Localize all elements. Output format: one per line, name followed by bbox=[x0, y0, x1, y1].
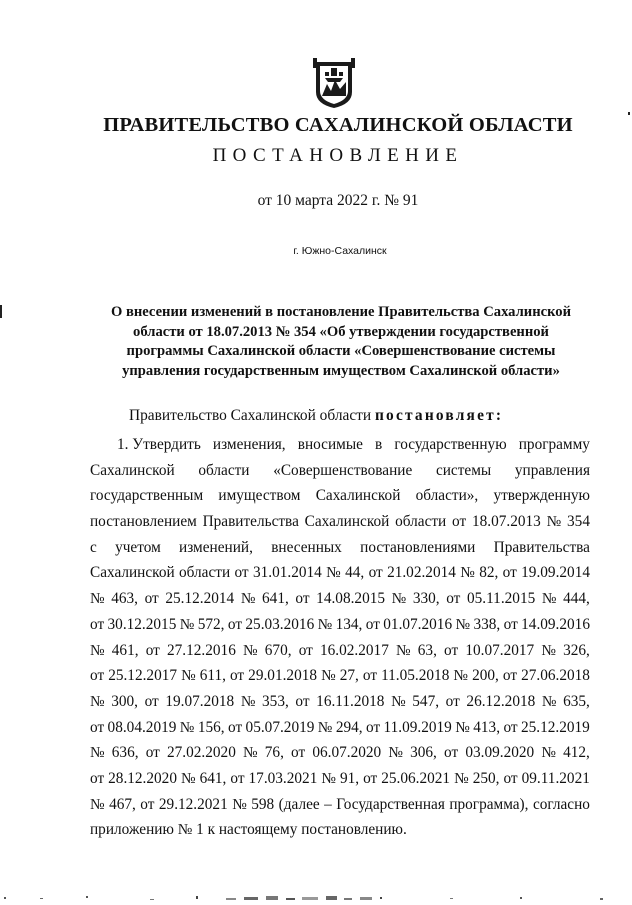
paragraph-word: программа), bbox=[449, 795, 529, 813]
paragraph-word: 156, bbox=[197, 718, 225, 736]
paragraph-word: 30.12.2015 bbox=[107, 615, 177, 633]
government-title: ПРАВИТЕЛЬСТВО САХАЛИНСКОЙ ОБЛАСТИ bbox=[103, 114, 573, 136]
subject-line: программы Сахалинской области «Совершенствование системы bbox=[126, 343, 556, 360]
paragraph-word: области», bbox=[415, 487, 479, 505]
paragraph-word: области bbox=[395, 513, 447, 531]
paragraph-word: № bbox=[243, 641, 258, 659]
paragraph-word: 21.02.2014 bbox=[387, 564, 456, 582]
paragraph-line bbox=[90, 689, 590, 715]
paragraph-word: области bbox=[179, 564, 231, 582]
paragraph-word: № bbox=[541, 590, 557, 608]
subject-line: О внесении изменений в постановление Правительства Сахалинской bbox=[110, 304, 572, 320]
paragraph-word: 250, bbox=[472, 769, 500, 787]
paragraph-word: от bbox=[145, 641, 160, 659]
paragraph-word: от bbox=[298, 641, 313, 659]
resolution-intro bbox=[129, 407, 503, 425]
paragraph-word: 25.12.2014 bbox=[165, 590, 235, 608]
paragraph-word: приложению № 1 к настоящему постановлению. bbox=[90, 821, 407, 839]
paragraph-word: 63, bbox=[417, 641, 437, 659]
paragraph-line bbox=[90, 509, 590, 535]
paragraph-word: 611, bbox=[199, 667, 226, 685]
paragraph-word: 547, bbox=[412, 692, 440, 710]
paragraph-word: № bbox=[454, 769, 469, 787]
paragraph-word: № bbox=[90, 641, 105, 659]
paragraph-word: от bbox=[295, 692, 310, 710]
paragraph-word: от bbox=[368, 564, 383, 582]
paragraph-word: 200, bbox=[472, 667, 499, 685]
paragraph-word: № bbox=[321, 667, 336, 685]
paragraph-word: от bbox=[90, 667, 105, 685]
paragraph-word: области bbox=[198, 461, 250, 479]
paragraph-line bbox=[90, 715, 590, 741]
paragraph-word: 25.06.2021 bbox=[381, 769, 451, 787]
paragraph-word: № bbox=[240, 590, 256, 608]
paragraph-word: утвержденную bbox=[493, 487, 590, 505]
paragraph-word: системы bbox=[435, 461, 492, 479]
paragraph-line bbox=[90, 792, 590, 818]
paragraph-word: 326, bbox=[563, 641, 590, 659]
paragraph-word: № bbox=[90, 744, 105, 762]
document-date-number: от 10 марта 2022 г. № 91 bbox=[257, 192, 419, 209]
paragraph-word: от bbox=[452, 513, 467, 531]
paragraph-word: (далее bbox=[278, 795, 320, 813]
paragraph-word: Сахалинской bbox=[90, 461, 175, 479]
paragraph-word: № bbox=[326, 564, 341, 582]
paragraph-word: № bbox=[179, 718, 195, 736]
paragraph-word: 26.12.2018 bbox=[466, 692, 536, 710]
paragraph-word: от bbox=[444, 641, 459, 659]
paragraph-line bbox=[90, 560, 590, 586]
paragraph-word: от bbox=[295, 590, 310, 608]
paragraph-word: 1. Утвердить bbox=[117, 436, 201, 453]
paragraph-line bbox=[90, 483, 590, 509]
paragraph-word: 29.01.2018 bbox=[248, 667, 318, 685]
paragraph-word: от bbox=[362, 667, 378, 685]
paragraph-word: государственную bbox=[394, 436, 507, 453]
paragraph-word: 29.12.2021 bbox=[158, 795, 228, 813]
paragraph-word: 641, bbox=[199, 769, 227, 787]
paragraph-word: 16.11.2018 bbox=[316, 692, 385, 710]
paragraph-word: 14.09.2016 bbox=[521, 615, 590, 633]
paragraph-word: от bbox=[363, 769, 378, 787]
paragraph-word: Правительства bbox=[493, 538, 590, 556]
paragraph-word: № bbox=[317, 615, 333, 633]
paragraph-word: № bbox=[541, 692, 557, 710]
paragraph-word: Сахалинской bbox=[304, 513, 390, 531]
paragraph-word: № bbox=[391, 590, 407, 608]
paragraph-word: от bbox=[140, 795, 155, 813]
paragraph-word: постановлением bbox=[90, 513, 197, 531]
paragraph-word: 636, bbox=[111, 744, 139, 762]
paragraph-word: от bbox=[144, 590, 159, 608]
paragraph-word: № bbox=[546, 513, 562, 531]
paragraph-word: 10.07.2017 bbox=[465, 641, 535, 659]
paragraph-word: 134, bbox=[335, 615, 363, 633]
paragraph-word: 17.03.2021 bbox=[248, 769, 318, 787]
paragraph-word: управления bbox=[514, 461, 590, 479]
paragraph-word: 19.09.2014 bbox=[521, 564, 590, 582]
paragraph-line bbox=[90, 432, 590, 458]
paragraph-word: от bbox=[234, 564, 249, 582]
paragraph-word: от bbox=[230, 769, 245, 787]
paragraph-word: от bbox=[228, 718, 243, 736]
paragraph-word: № bbox=[90, 795, 105, 813]
paragraph-word: 572, bbox=[197, 615, 225, 633]
paragraph-word: от bbox=[144, 692, 159, 710]
paragraph-line bbox=[90, 766, 590, 792]
paragraph-word: 31.01.2014 bbox=[252, 564, 322, 582]
paragraph-word: 08.04.2019 bbox=[107, 718, 177, 736]
paragraph-word: 25.03.2016 bbox=[245, 615, 315, 633]
intro-prefix: Правительство Сахалинской области bbox=[129, 407, 372, 424]
paragraph-word: Государственная bbox=[336, 795, 445, 813]
paragraph-word: 413, bbox=[473, 718, 501, 736]
paragraph-word: от bbox=[503, 769, 518, 787]
intro-verb: постановляет: bbox=[374, 407, 504, 424]
subject-line: области от 18.07.2013 № 354 «Об утверждении государственной bbox=[133, 323, 549, 340]
paragraph-word: от bbox=[229, 667, 245, 685]
paragraph-word: 444, bbox=[563, 590, 590, 608]
document-type: ПОСТАНОВЛЕНИЕ bbox=[212, 145, 464, 166]
paragraph-word: № bbox=[181, 667, 196, 685]
scan-noise bbox=[0, 888, 632, 905]
paragraph-word: 11.05.2018 bbox=[381, 667, 450, 685]
paragraph-word: 412, bbox=[563, 744, 590, 762]
paragraph-word: от bbox=[90, 615, 105, 633]
paragraph-word: вносимые bbox=[297, 436, 363, 453]
paragraph-word: – bbox=[324, 795, 332, 813]
paragraph-word: от bbox=[145, 744, 160, 762]
paragraph-word: 11.09.2019 bbox=[383, 718, 452, 736]
paragraph-word: от bbox=[503, 615, 518, 633]
paragraph-word: 338, bbox=[473, 615, 501, 633]
paragraph-word: от bbox=[445, 692, 460, 710]
sakhalin-coat-of-arms-icon bbox=[313, 58, 355, 110]
paragraph-word: 354 bbox=[567, 513, 590, 531]
paragraph-line bbox=[90, 817, 590, 843]
paragraph-word: 03.09.2020 bbox=[465, 744, 535, 762]
paragraph-line bbox=[90, 638, 590, 664]
paragraph-word: от bbox=[502, 564, 517, 582]
paragraph-word: учетом bbox=[115, 538, 161, 556]
paragraph-line bbox=[90, 458, 590, 484]
paragraph-word: 16.02.2017 bbox=[320, 641, 389, 659]
paragraph-word: 91, bbox=[339, 769, 360, 787]
scan-margin-mark bbox=[0, 305, 2, 318]
paragraph-word: 14.08.2015 bbox=[316, 590, 386, 608]
paragraph-word: от bbox=[291, 744, 306, 762]
paragraph-word: от bbox=[446, 590, 461, 608]
paragraph-word: № bbox=[180, 769, 196, 787]
paragraph-1 bbox=[90, 432, 590, 843]
paragraph-word: № bbox=[90, 590, 105, 608]
document-city: г. Южно-Сахалинск bbox=[293, 245, 387, 257]
paragraph-word: 06.07.2020 bbox=[312, 744, 382, 762]
paragraph-word: 25.12.2017 bbox=[108, 667, 178, 685]
paragraph-word: № bbox=[391, 692, 406, 710]
paragraph-line bbox=[90, 535, 590, 561]
paragraph-word: от bbox=[503, 718, 518, 736]
paragraph-word: № bbox=[541, 744, 556, 762]
paragraph-word: 05.07.2019 bbox=[245, 718, 315, 736]
paragraph-word: государственным bbox=[90, 487, 204, 505]
paragraph-word: 27.02.2020 bbox=[167, 744, 236, 762]
paragraph-word: 19.07.2018 bbox=[165, 692, 235, 710]
paragraph-word: 18.07.2013 bbox=[471, 513, 541, 531]
paragraph-word: 01.07.2016 bbox=[383, 615, 453, 633]
paragraph-word: № bbox=[317, 718, 333, 736]
paragraph-word: Сахалинской bbox=[315, 487, 401, 505]
paragraph-word: 461, bbox=[111, 641, 139, 659]
paragraph-word: 598 bbox=[251, 795, 275, 813]
subject-line: управления государственным имуществом Сахалинской области» bbox=[122, 362, 560, 379]
paragraph-word: с bbox=[90, 538, 97, 556]
paragraph-word: согласно bbox=[532, 795, 590, 813]
paragraph-word: № bbox=[243, 744, 258, 762]
paragraph-word: 27.12.2016 bbox=[167, 641, 236, 659]
paragraph-word: от bbox=[366, 718, 381, 736]
paragraph-word: от bbox=[90, 718, 105, 736]
document-subject bbox=[96, 303, 586, 381]
paragraph-word: изменения, bbox=[212, 436, 286, 453]
paragraph-word: № bbox=[388, 744, 403, 762]
paragraph-word: № bbox=[453, 667, 469, 685]
paragraph-word: 28.12.2020 bbox=[108, 769, 177, 787]
paragraph-word: «Совершенствование bbox=[273, 461, 413, 479]
paragraph-word: Сахалинской bbox=[90, 564, 175, 582]
paragraph-line bbox=[90, 740, 590, 766]
paragraph-word: программу bbox=[518, 436, 590, 453]
paragraph-word: в bbox=[375, 436, 383, 453]
paragraph-word: 294, bbox=[335, 718, 363, 736]
paragraph-word: № bbox=[240, 692, 256, 710]
paragraph-word: 635, bbox=[563, 692, 590, 710]
scan-margin-mark bbox=[628, 112, 630, 115]
paragraph-word: № bbox=[455, 615, 471, 633]
paragraph-word: от bbox=[90, 769, 105, 787]
paragraph-word: 463, bbox=[111, 590, 138, 608]
paragraph-word: 670, bbox=[264, 641, 292, 659]
paragraph-word: от bbox=[365, 615, 380, 633]
paragraph-word: от bbox=[502, 667, 518, 685]
paragraph-word: внесенных bbox=[271, 538, 342, 556]
paragraph-word: № bbox=[541, 641, 556, 659]
paragraph-word: 353, bbox=[262, 692, 289, 710]
paragraph-word: 641, bbox=[262, 590, 289, 608]
paragraph-word: 82, bbox=[479, 564, 499, 582]
paragraph-word: № bbox=[90, 692, 105, 710]
paragraph-word: 76, bbox=[264, 744, 284, 762]
paragraph-word: 300, bbox=[111, 692, 138, 710]
paragraph-word: № bbox=[396, 641, 411, 659]
paragraph-line bbox=[90, 586, 590, 612]
paragraph-word: от bbox=[444, 744, 459, 762]
paragraph-word: 44, bbox=[345, 564, 365, 582]
paragraph-word: 27, bbox=[339, 667, 359, 685]
paragraph-word: Правительства bbox=[202, 513, 299, 531]
paragraph-word: изменений, bbox=[179, 538, 253, 556]
paragraph-word: 467, bbox=[109, 795, 136, 813]
paragraph-line bbox=[90, 612, 590, 638]
paragraph-word: 306, bbox=[410, 744, 437, 762]
paragraph-word: № bbox=[232, 795, 247, 813]
paragraph-word: 09.11.2021 bbox=[521, 769, 590, 787]
paragraph-line bbox=[90, 663, 590, 689]
paragraph-word: 27.06.2018 bbox=[521, 667, 590, 685]
paragraph-word: имуществом bbox=[218, 487, 301, 505]
paragraph-word: № bbox=[455, 718, 470, 736]
paragraph-word: 25.12.2019 bbox=[520, 718, 590, 736]
paragraph-word: № bbox=[321, 769, 336, 787]
paragraph-word: постановлениями bbox=[360, 538, 476, 556]
paragraph-word: 05.11.2015 bbox=[466, 590, 536, 608]
paragraph-word: 330, bbox=[412, 590, 440, 608]
paragraph-word: № bbox=[179, 615, 195, 633]
paragraph-word: № bbox=[460, 564, 475, 582]
paragraph-word: от bbox=[227, 615, 243, 633]
